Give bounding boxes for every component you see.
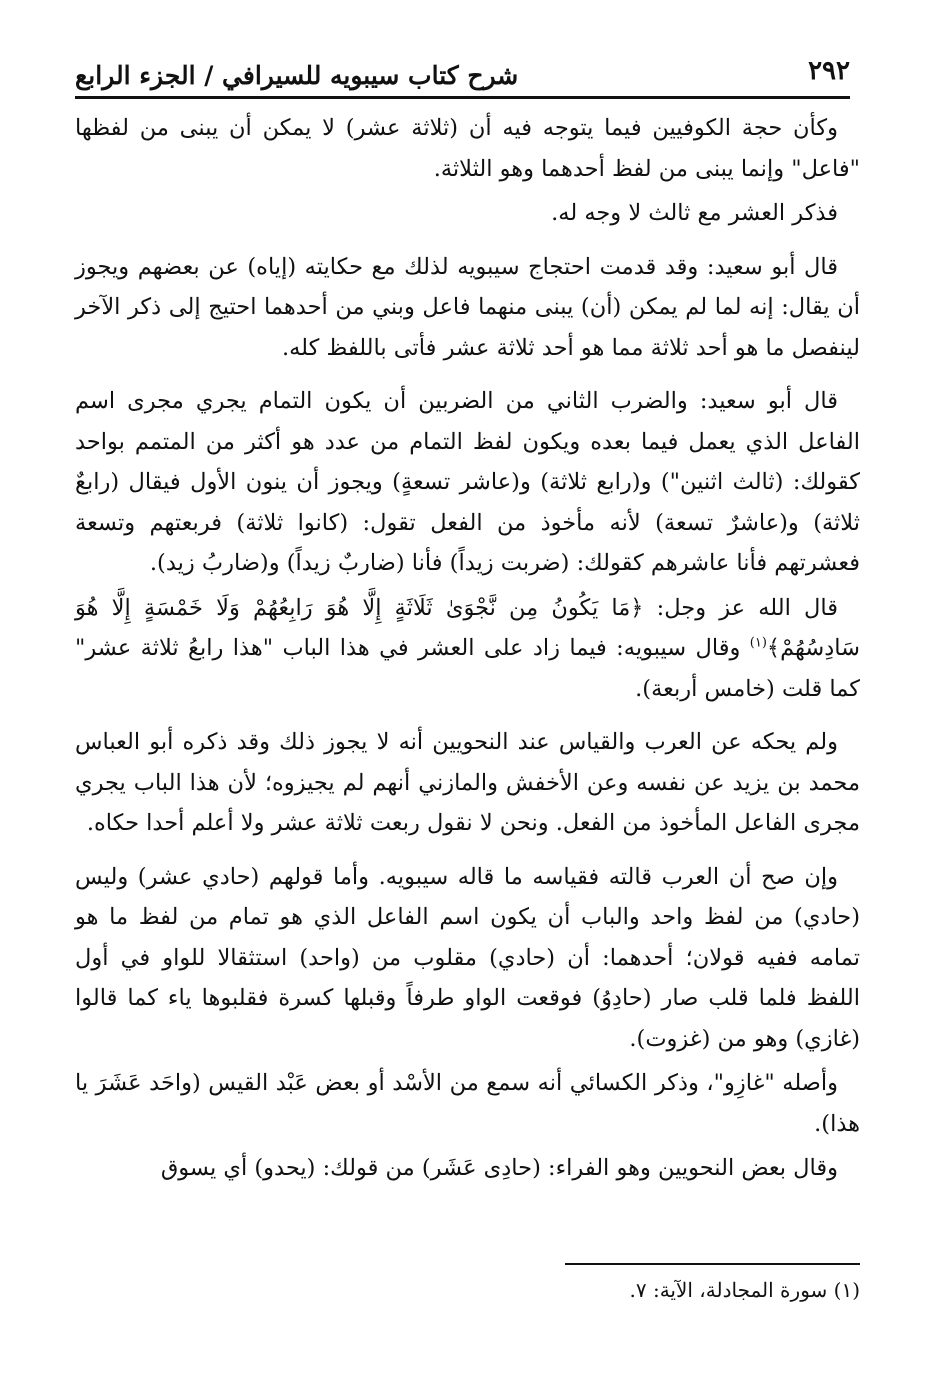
paragraph: ولم يحكه عن العرب والقياس عند النحويين أنه لا يجوز ذلك وقد ذكره أبو العباس محمد بن يزيد عن نفسه وعن الأخفش والمازني أنهم لم يجيزوه؛ لأن هذا الباب يجري مجرى الفاعل المأخوذ من الفعل. ونحن لا نقول ربعت ثلاثة عشر ولا أعلم أحدا حكاه. xyxy=(75,729,860,836)
paragraph: وأصله "غازِو"، وذكر الكسائي أنه سمع من الأسْد أو بعض عَبْد القيس (واحَد عَشَرَ يا هذا). xyxy=(75,1070,860,1137)
paragraph: وكأن حجة الكوفيين فيما يتوجه فيه أن (ثلاثة عشر) لا يمكن أن يبنى من لفظها "فاعل" وإنما يبنى من لفظ أحدهما وهو الثلاثة. xyxy=(75,115,860,182)
footnote: (١) سورة المجادلة، الآية: ٧. xyxy=(629,1278,860,1302)
paragraph: فذكر العشر مع ثالث لا وجه له. xyxy=(551,200,838,226)
footnote-divider xyxy=(565,1263,860,1265)
paragraph: وقال بعض النحويين وهو الفراء: (حادِى عَشَر) من قولك: (يحدو) أي يسوق xyxy=(160,1155,838,1181)
quran-quote: قال الله عز وجل: ﴿مَا يَكُونُ مِن نَّجْوَىٰ ثَلَاثَةٍ إِلَّا هُوَ رَابِعُهُمْ وَلَا خَمْسَةٍ إِلَّا هُوَ سَادِسُهُمْ﴾ xyxy=(75,594,860,661)
paragraph: وإن صح أن العرب قالته فقياسه ما قاله سيبويه. وأما قولهم (حادي عشر) وليس (حادي) من لفظ واحد والباب أن يكون اسم الفاعل الذي هو تمام من لفظ ما هو تمامه ففيه قولان؛ أحدهما: أن (حادي) مقلوب من (واحد) استثقالا للواو في أول اللفظ فلما قلب صار (حادِوُ) فوقعت الواو طرفاً وقبلها كسرة فقلبوها ياء كما قالوا (غازي) وهو من (غزوت). xyxy=(75,863,860,1052)
paragraph: قال أبو سعيد: وقد قدمت احتجاج سيبويه لذلك مع حكايته (إياه) عن بعضهم ويجوز أن يقال: إنه لما لم يمكن (أن) يبنى منهما فاعل وبني من أحدهما احتيج إلى ذكر الآخر لينفصل ما هو أحد ثلاثة مما هو أحد ثلاثة عشر فأتى باللفظ كله. xyxy=(75,253,860,361)
footnote-marker: (١) xyxy=(749,635,767,651)
page-number: ٢٩٢ xyxy=(808,56,850,86)
page-header xyxy=(75,40,850,99)
paragraph-continuation: وقال سيبويه: فيما زاد على العشر في هذا الباب "هذا رابعُ ثلاثة عشر" كما قلت (خامس أربعة). xyxy=(75,635,860,702)
running-title: شرح كتاب سيبويه للسيرافي / الجزء الرابع xyxy=(75,61,519,90)
paragraph xyxy=(75,588,860,710)
paragraph: قال أبو سعيد: والضرب الثاني من الضربين أن يكون التمام يجري مجرى اسم الفاعل الذي يعمل فيما بعده ويكون لفظ التمام من عدد هو أكثر من المتمم بواحد كقولك: (ثالث اثنين") و(رابع ثلاثة) و(عاشر تسعةٍ) ويجوز أن ينون الأول فيقال (رابعٌ ثلاثة) و(عاشرٌ تسعة) لأنه مأخوذ من الفعل تقول: (كانوا ثلاثة) فربعتهم وتسعة فعشرتهم فأنا عاشرهم كقولك: (ضربت زيداً) فأنا (ضاربٌ زيداً) و(ضاربُ زيد). xyxy=(75,388,860,576)
body-text xyxy=(75,108,860,1202)
